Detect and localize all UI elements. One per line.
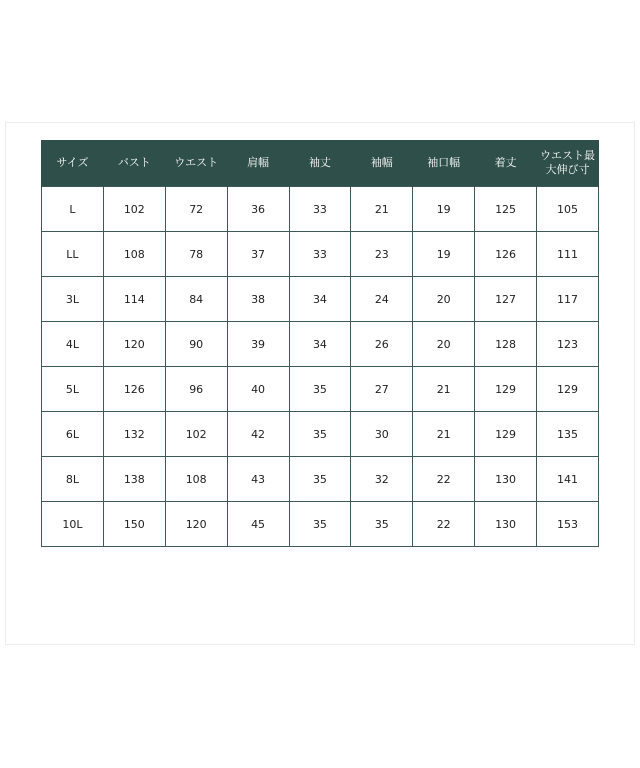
table-cell: 111 [537,232,599,277]
header-waist-max-stretch: ウエスト最 大伸び寸 [537,140,599,187]
table-cell: 130 [475,457,537,502]
table-cell: 120 [103,322,165,367]
header-cuff-width: 袖口幅 [413,140,475,187]
table-cell: 123 [537,322,599,367]
table-cell: 35 [289,457,351,502]
table-cell: 33 [289,232,351,277]
table-cell: 32 [351,457,413,502]
table-row [42,277,599,322]
table-cell: 19 [413,232,475,277]
table-cell: 36 [227,187,289,232]
table-cell: 38 [227,277,289,322]
table-cell: 72 [165,187,227,232]
table-cell: 117 [537,277,599,322]
table-cell: 6L [42,412,104,457]
table-cell: 22 [413,502,475,547]
table-cell: 126 [103,367,165,412]
table-cell: 102 [103,187,165,232]
table-cell: L [42,187,104,232]
header-bust: バスト [103,140,165,187]
table-cell: 105 [537,187,599,232]
table-cell: 135 [537,412,599,457]
table-cell: 35 [289,367,351,412]
header-sleeve-width: 袖幅 [351,140,413,187]
table-cell: 125 [475,187,537,232]
table-cell: 37 [227,232,289,277]
table-cell: 35 [289,412,351,457]
table-cell: 35 [289,502,351,547]
table-row [42,322,599,367]
table-cell: 40 [227,367,289,412]
table-cell: 35 [351,502,413,547]
table-cell: 102 [165,412,227,457]
table-cell: 22 [413,457,475,502]
table-cell: 33 [289,187,351,232]
table-cell: 21 [413,367,475,412]
table-cell: 128 [475,322,537,367]
table-row [42,187,599,232]
table-cell: 120 [165,502,227,547]
table-cell: 78 [165,232,227,277]
header-row [42,140,599,187]
header-size: サイズ [42,140,104,187]
table-cell: 126 [475,232,537,277]
table-cell: 5L [42,367,104,412]
table-cell: 114 [103,277,165,322]
table-cell: 3L [42,277,104,322]
size-chart-table [41,140,599,547]
table-cell: 23 [351,232,413,277]
table-cell: 153 [537,502,599,547]
table-cell: 108 [165,457,227,502]
table-cell: 10L [42,502,104,547]
table-cell: 8L [42,457,104,502]
table-cell: 21 [351,187,413,232]
table-cell: 96 [165,367,227,412]
table-cell: 141 [537,457,599,502]
table-cell: 21 [413,412,475,457]
table-cell: 130 [475,502,537,547]
table-cell: 132 [103,412,165,457]
table-cell: 129 [537,367,599,412]
header-shoulder-width: 肩幅 [227,140,289,187]
table-row [42,457,599,502]
table-cell: 138 [103,457,165,502]
table-cell: 150 [103,502,165,547]
table-row [42,232,599,277]
table-cell: 30 [351,412,413,457]
header-waist: ウエスト [165,140,227,187]
table-cell: 129 [475,412,537,457]
table-cell: 108 [103,232,165,277]
table-row [42,412,599,457]
table-cell: 84 [165,277,227,322]
table-cell: 129 [475,367,537,412]
table-cell: 42 [227,412,289,457]
table-cell: 19 [413,187,475,232]
table-row [42,502,599,547]
table-row [42,367,599,412]
table-cell: 43 [227,457,289,502]
header-length: 着丈 [475,140,537,187]
table-cell: 27 [351,367,413,412]
table-cell: 127 [475,277,537,322]
table-cell: 39 [227,322,289,367]
header-sleeve-length: 袖丈 [289,140,351,187]
table-cell: 34 [289,277,351,322]
table-cell: 45 [227,502,289,547]
table-cell: 20 [413,277,475,322]
table-cell: 24 [351,277,413,322]
table-cell: 26 [351,322,413,367]
table-cell: 20 [413,322,475,367]
table-cell: 90 [165,322,227,367]
table-cell: LL [42,232,104,277]
table-cell: 34 [289,322,351,367]
table-cell: 4L [42,322,104,367]
